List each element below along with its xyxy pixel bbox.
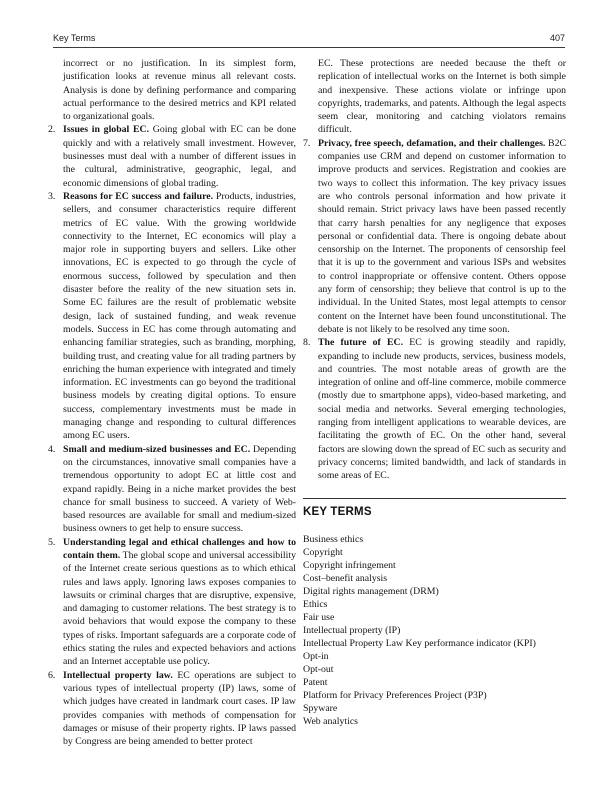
running-head-title: Key Terms: [53, 33, 96, 43]
header-rule: [53, 47, 565, 48]
item-number: 2.: [48, 124, 56, 136]
key-term: Opt-in: [303, 650, 329, 662]
item-lead: Understanding legal and ethical challenges and how to contain them.: [63, 536, 296, 561]
key-term: Web analytics: [303, 715, 358, 727]
key-term: Spyware: [303, 702, 338, 714]
summary-item-6: [48, 669, 296, 749]
key-terms-list: [303, 533, 566, 728]
item-lead: Reasons for EC success and failure.: [63, 190, 214, 202]
item-text: B2C companies use CRM and depend on customer information to improve products and services. Registration and cookies are two ways to collect this information. The key privacy issues are who controls personal information and how private it should remain. Strict privacy laws have been passed recently that carry harsh penalties for any negligence that exposes personal or confidential data. There is ongoing debate about censorship on the Internet. The proponents of censorship feel that it is up to the government and various ISPs and websites to control inappropriate or offensive content. Others oppose any form of censorship; they believe that control is up to the individual. In the United States, most legal attempts to censor content on the Internet have been found unconstitutional. The debate is not likely to be resolved any time soon.: [318, 137, 566, 335]
key-terms-section: [303, 498, 566, 728]
running-head: [53, 33, 565, 43]
item-number: 4.: [48, 443, 56, 455]
key-terms-heading: KEY TERMS: [303, 505, 372, 518]
summary-item-1-continuation: incorrect or no justification. In its simplest form, justification looks at revenue minus all relevant costs. Analysis is done by defining performance and comparing actual performance to the desired metrics and KPI related to organizational goals.: [63, 58, 296, 123]
item-number: 3.: [48, 190, 56, 202]
summary-item-8: [303, 336, 566, 482]
key-term: Cost–benefit analysis: [303, 572, 388, 584]
summary-item-6-continuation: EC. These protections are needed because the theft or replication of intellectual works on the Internet is both simple and inexpensive. These actions violate or infringe upon copyrights, trademarks, and patents. Although the legal aspects seem clear, monitoring and catching violators remains difficult.: [318, 58, 566, 136]
key-term: Intellectual property (IP): [303, 624, 401, 636]
item-lead: Privacy, free speech, defamation, and their challenges.: [318, 137, 546, 149]
summary-item-7: [303, 137, 566, 336]
summary-item-3: [48, 190, 296, 443]
item-number: 7.: [303, 137, 311, 149]
key-term: Ethics: [303, 598, 328, 610]
summary-item-5: [48, 536, 296, 669]
item-text: Depending on the circumstances, innovative small companies have a tremendous opportunity to adopt EC at little cost and expand rapidly. Being in a niche market provides the best chance for small business to succeed. A variety of Web-based resources are available for small and medium-sized business owners to get help to ensure success.: [63, 443, 296, 535]
key-term: Opt-out: [303, 663, 334, 675]
item-text: Going global with EC can be done quickly and with a relatively small investment. However, businesses must deal with a number of different issues in the cultural, administrative, geographic, legal, and economic dimensions of global trading.: [63, 124, 296, 189]
item-number: 8.: [303, 337, 311, 349]
key-term: Business ethics: [303, 533, 364, 545]
key-term: Patent: [303, 676, 328, 688]
key-term: Digital rights management (DRM): [303, 585, 439, 597]
right-column: [303, 57, 566, 728]
item-text: The global scope and universal accessibility of the Internet create serious questions as to which ethical rules and laws apply. Ignoring laws exposes companies to lawsuits or criminal charges that are disruptive, expensive, and damaging to customer relations. The best strategy is to avoid behaviors that would expose the company to these types of risks. Important safeguards are a corporate code of ethics stating the rules and expected behaviors and actions and an Internet acceptable use policy.: [63, 549, 296, 668]
summary-item-4: [48, 443, 296, 536]
item-lead: The future of EC.: [318, 337, 404, 349]
item-text: Products, industries, sellers, and consumer characteristics require different metrics of EC value. With the growing worldwide connectivity to the Internet, EC economics will play a major role in supporting buyers and sellers. Like other innovations, EC is expected to go through the cycle of enormous success, followed by speculation and then disaster before the reality of the new situation sets in. Some EC failures are the result of problematic website design, lack of sustained funding, and weak revenue models. Success in EC has come through automating and enhancing familiar strategies, such as branding, morphing, building trust, and creating value for all trading partners by enriching the human experience with integrated and timely information. EC investments can go beyond the traditional business models by creating digital options. To ensure success, complementary investments must be made in managing change and responding to cultural differences among EC users.: [63, 190, 297, 442]
item-lead: Small and medium-sized businesses and EC.: [63, 443, 251, 455]
key-term: Copyright infringement: [303, 559, 396, 571]
key-term: Copyright: [303, 546, 343, 558]
key-term: Intellectual Property Law Key performance indicator (KPI): [303, 637, 536, 649]
item-number: 6.: [48, 669, 56, 681]
key-term: Fair use: [303, 611, 335, 623]
summary-item-2: [48, 123, 296, 189]
left-column: [48, 57, 296, 748]
item-lead: Intellectual property law.: [63, 669, 173, 681]
page-number: 407: [549, 33, 565, 43]
item-number: 5.: [48, 536, 56, 548]
item-lead: Issues in global EC.: [63, 124, 150, 136]
key-terms-rule: [303, 498, 566, 499]
item-text: EC operations are subject to various types of intellectual property (IP) laws, some of which judges have created in landmark court cases. IP law provides companies with methods of compensation for damages or misuse of their property rights. IP laws passed by Congress are being amended to better protect: [63, 669, 296, 748]
item-text: EC is growing steadily and rapidly, expanding to include new products, services, business models, and countries. The most notable areas of growth are the integration of online and off-line commerce, mobile commerce (mostly due to smartphone apps), video-based marketing, and social media and networks. Several emerging technologies, ranging from intelligent applications to wearable devices, are facilitating the growth of EC. On the other hand, several factors are slowing down the spread of EC such as security and privacy concerns; limited bandwidth, and lack of standards in some areas of EC.: [318, 337, 566, 482]
key-term: Platform for Privacy Preferences Project (P3P): [303, 689, 487, 701]
